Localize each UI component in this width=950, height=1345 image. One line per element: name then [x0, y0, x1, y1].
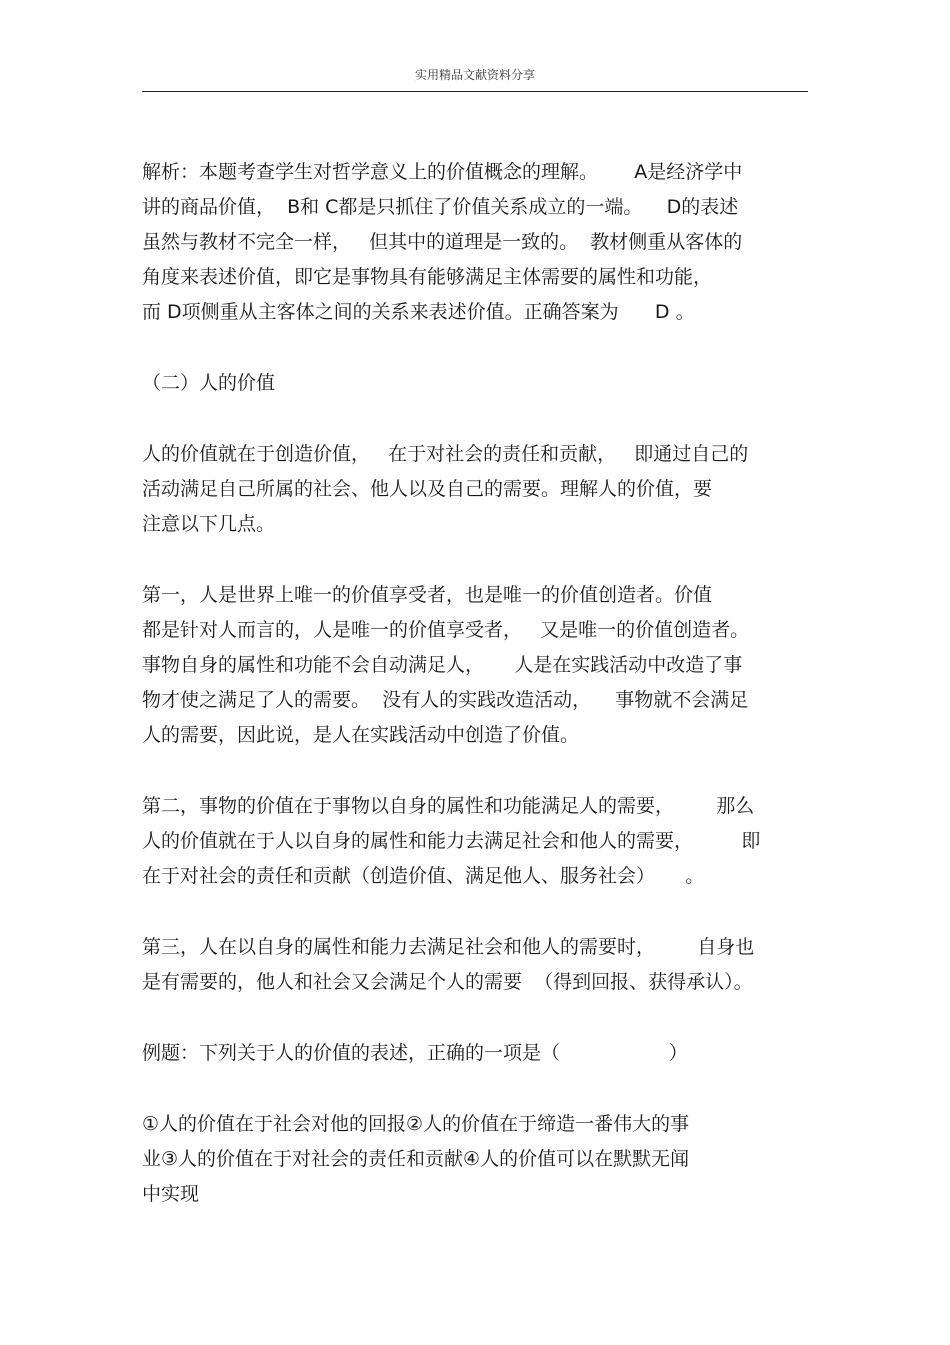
analysis-line-2: 讲的商品价值， B和 C都是只抓住了价值关系成立的一端。 D的表述: [142, 196, 739, 218]
analysis-line-1: 解析：本题考查学生对哲学意义上的价值概念的理解。 A是经济学中: [142, 161, 743, 183]
header-divider: [142, 91, 808, 92]
point1-line-1: 第一，人是世界上唯一的价值享受者，也是唯一的价值创造者。价值: [142, 584, 713, 606]
analysis-line-4: 角度来表述价值，即它是事物具有能够满足主体需要的属性和功能，: [142, 266, 713, 288]
page-header: 实用精品文献资料分享: [414, 68, 535, 82]
point2-line-1: 第二，事物的价值在于事物以自身的属性和功能满足人的需要， 那么: [142, 795, 755, 817]
intro-line-2: 活动满足自己所属的社会、他人以及自己的需要。理解人的价值，要: [142, 478, 713, 500]
example-question: 例题：下列关于人的价值的表述，正确的一项是（ ）: [142, 1042, 688, 1064]
point1-line-3: 事物自身的属性和功能不会自动满足人， 人是在实践活动中改造了事: [142, 654, 743, 676]
point3-line-1: 第三，人在以自身的属性和能力去满足社会和他人的需要时， 自身也: [142, 936, 755, 958]
point1-line-5: 人的需要，因此说，是人在实践活动中创造了价值。: [142, 724, 580, 746]
options-line-1: ①人的价值在于社会对他的回报②人的价值在于缔造一番伟大的事: [142, 1113, 690, 1135]
point3-line-2: 是有需要的，他人和社会又会满足个人的需要 （得到回报、获得承认）。: [142, 971, 753, 993]
point2-line-2: 人的价值就在于人以自身的属性和能力去满足社会和他人的需要， 即: [142, 830, 761, 852]
intro-line-1: 人的价值就在于创造价值， 在于对社会的责任和贡献， 即通过自己的: [142, 443, 749, 465]
analysis-line-3: 虽然与教材不完全一样， 但其中的道理是一致的。 教材侧重从客体的: [142, 231, 743, 253]
options-line-3: 中实现: [142, 1183, 200, 1205]
point1-line-2: 都是针对人而言的，人是唯一的价值享受者， 又是唯一的价值创造者。: [142, 619, 750, 641]
point1-line-4: 物才使之满足了人的需要。 没有人的实践改造活动， 事物就不会满足: [142, 689, 749, 711]
intro-line-3: 注意以下几点。: [142, 513, 276, 535]
analysis-line-5: 而 D项侧重从主客体之间的关系来表述价值。正确答案为 D 。: [142, 301, 695, 323]
options-line-2: 业③人的价值在于对社会的责任和贡献④人的价值可以在默默无闻: [142, 1148, 690, 1170]
point2-line-3: 在于对社会的责任和贡献（创造价值、满足他人、服务社会） 。: [142, 865, 705, 887]
section-heading: （二）人的价值: [142, 372, 276, 394]
